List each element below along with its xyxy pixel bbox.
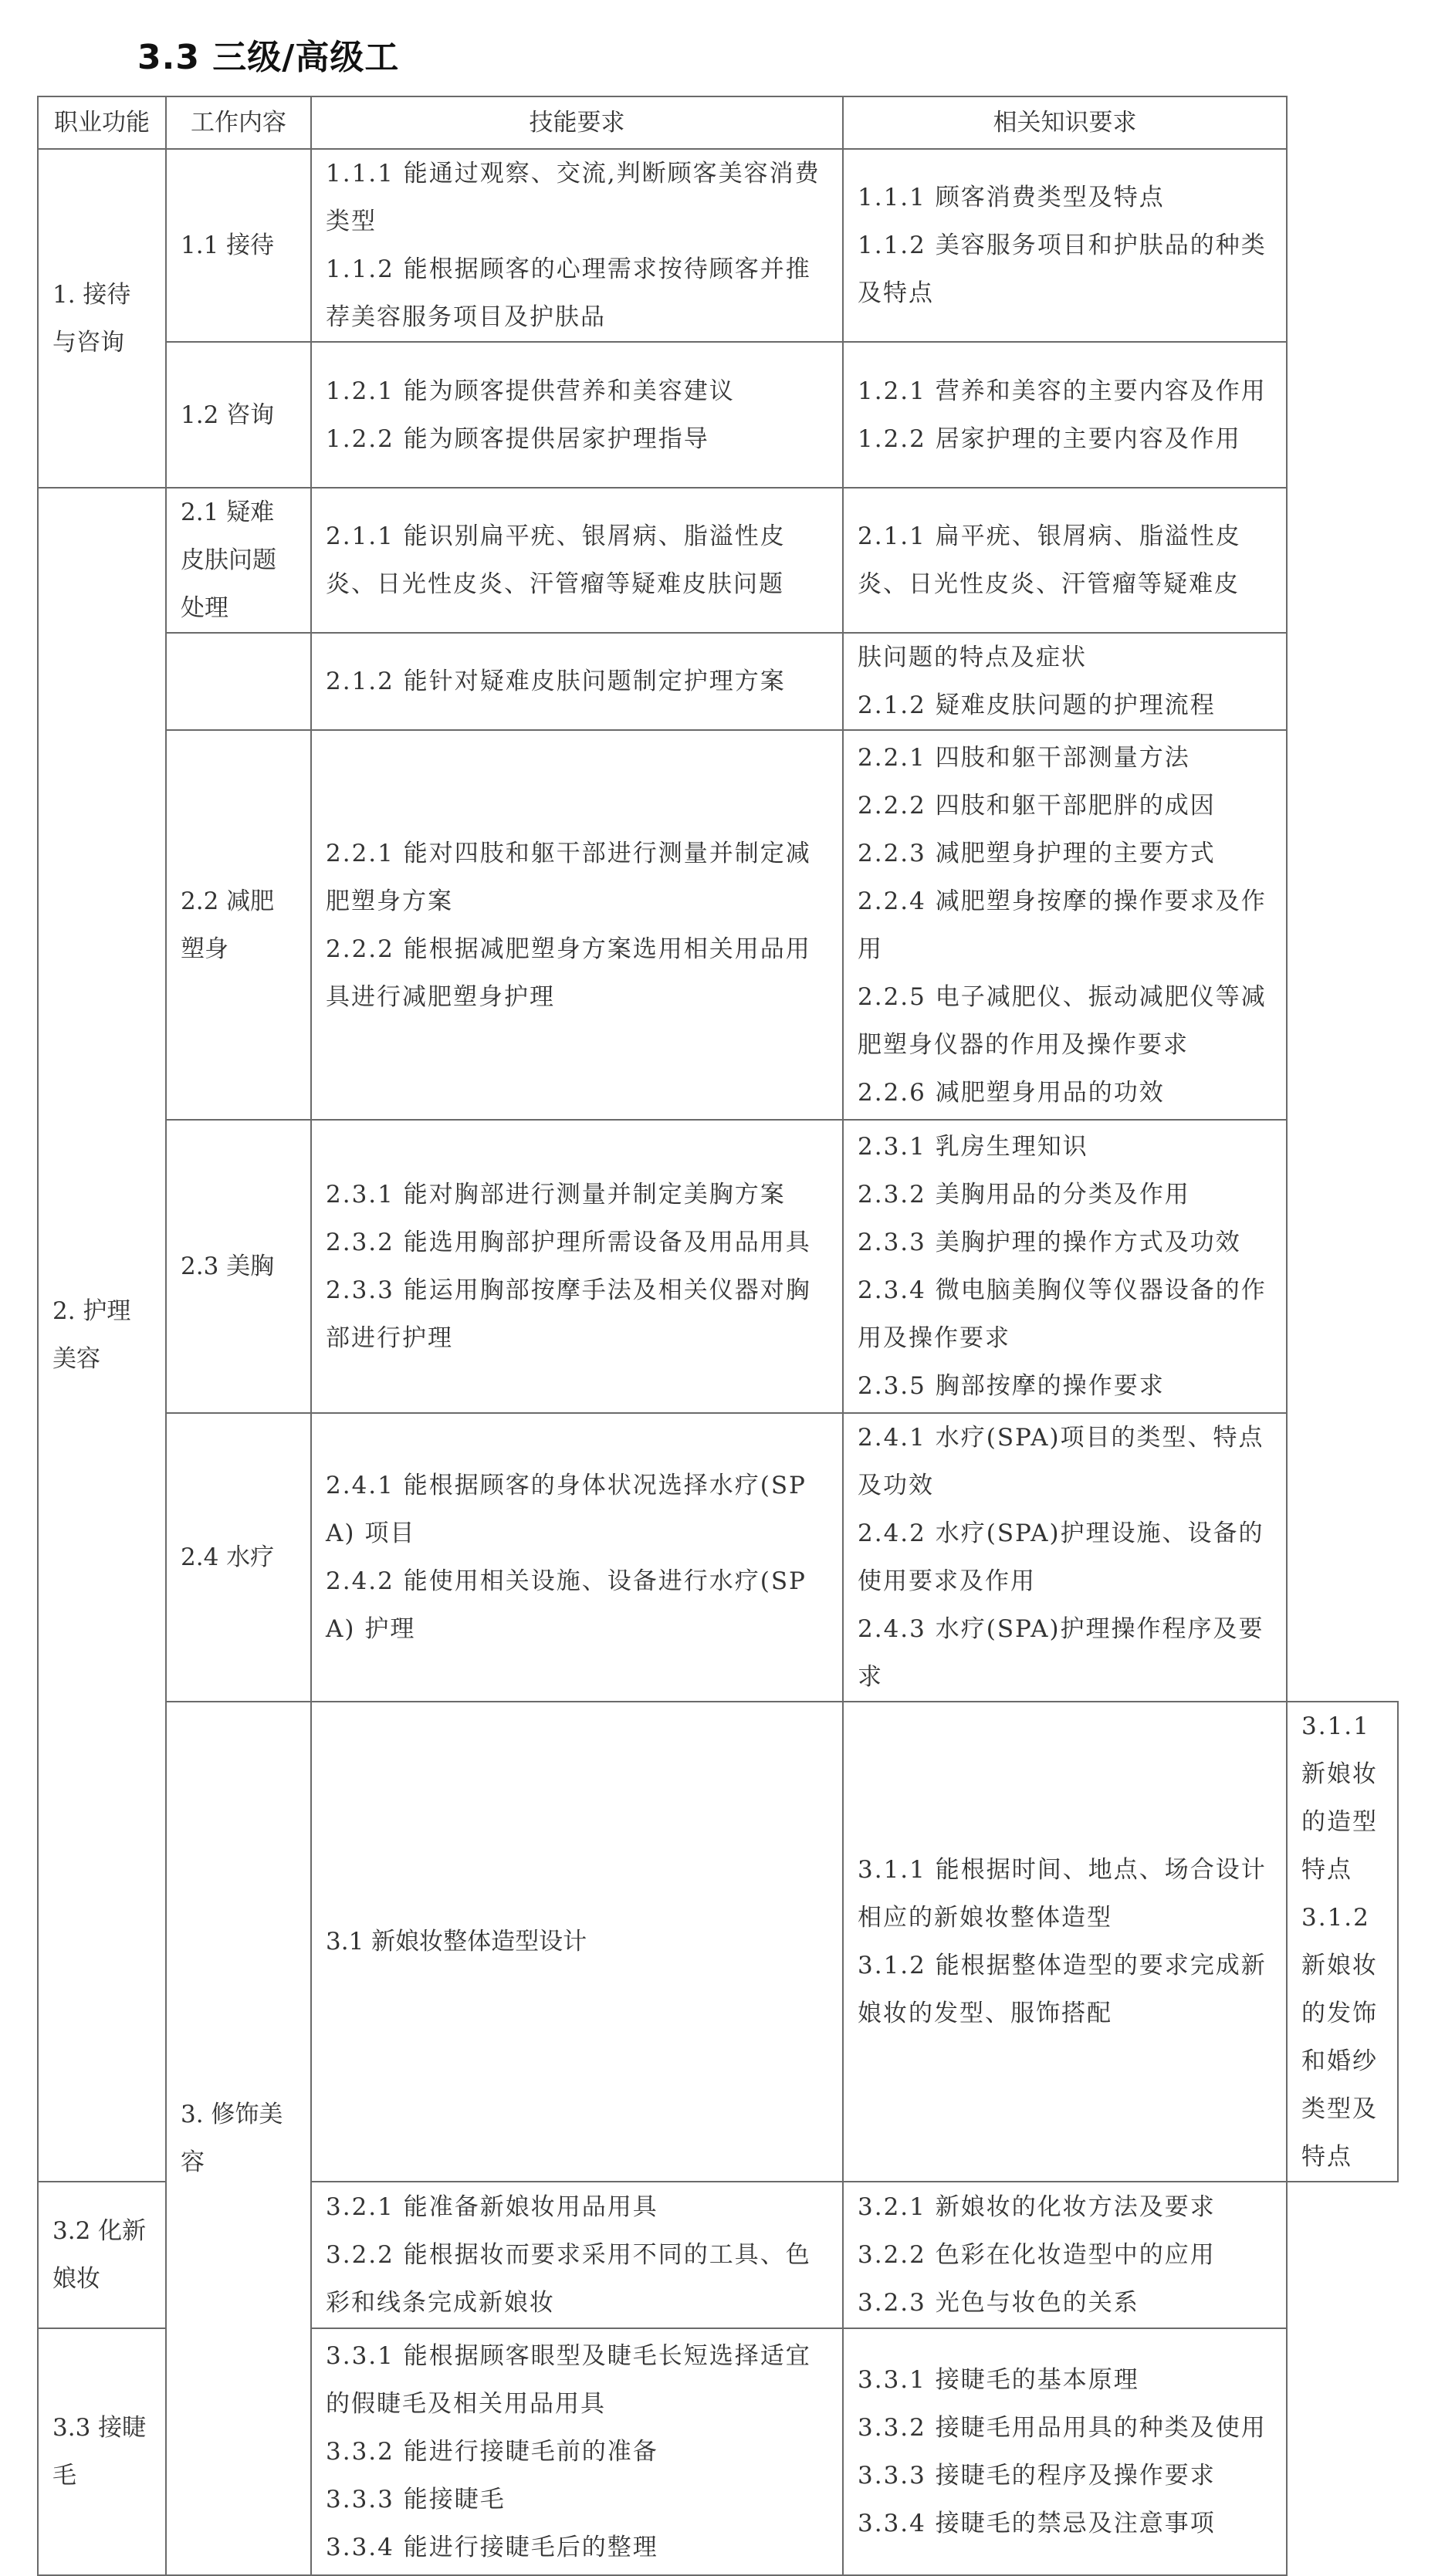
skills-cell [311,1413,843,1702]
knowledge-item: 2.3.3 美胸护理的操作方式及功效 [858,1229,1241,1256]
skill-item: 1.2.2 能为顾客提供居家护理指导 [326,424,709,453]
content-cell: 1.1 接待 [166,149,311,342]
skill-item: 2.4.2 能使用相关设施、设备进行水疗(SPA) 护理 [326,1567,807,1643]
skill-item: 3.2.1 能准备新娘妆用品用具 [326,2193,658,2221]
knowledge-cell [843,488,1287,633]
table-row [38,149,1398,342]
skill-item: 3.3.2 能进行接睫毛前的准备 [326,2438,658,2466]
skill-item: 3.3.3 能接睫毛 [326,2486,506,2513]
content-cell: 2.4 水疗 [166,1413,311,1702]
skill-item: 2.4.1 能根据顾客的身体状况选择水疗(SPA) 项目 [326,1472,807,1547]
content-cell: 3.3 接睫毛 [38,2328,166,2575]
knowledge-item: 2.2.4 减肥塑身按摩的操作要求及作用 [858,887,1267,963]
skills-cell [311,342,843,488]
knowledge-item: 2.3.4 微电脑美胸仪等仪器设备的作用及操作要求 [858,1276,1267,1352]
skills-cell [311,149,843,342]
header-function: 职业功能 [38,96,166,149]
header-skills: 技能要求 [311,96,843,149]
knowledge-item: 1.1.2 美容服务项目和护肤品的种类及特点 [858,232,1267,307]
skill-item: 3.3.1 能根据顾客眼型及睫毛长短选择适宜的假睫毛及相关用品用具 [326,2342,811,2418]
table-row [38,730,1398,1120]
table-row [38,342,1398,488]
knowledge-cell [843,342,1287,488]
skill-item: 1.1.2 能根据顾客的心理需求按待顾客并推荐美容服务项目及护肤品 [326,255,811,331]
skill-item: 3.2.2 能根据妆而要求采用不同的工具、色彩和线条完成新娘妆 [326,2241,811,2317]
skills-cell [311,2328,843,2575]
content-cell: 3.1 新娘妆整体造型设计 [311,1702,843,2182]
table-row [38,1702,1398,2182]
header-knowledge: 相关知识要求 [843,96,1287,149]
knowledge-item: 3.1.2 新娘妆的发饰和婚纱类型及特点 [1301,1904,1378,2171]
knowledge-item: 2.2.3 减肥塑身护理的主要方式 [858,839,1216,867]
content-cell [166,633,311,730]
skill-item: 1.2.1 能为顾客提供营养和美容建议 [326,377,735,405]
knowledge-item: 3.2.2 色彩在化妆造型中的应用 [858,2241,1216,2269]
knowledge-item: 3.2.1 新娘妆的化妆方法及要求 [858,2193,1216,2221]
knowledge-item: 2.4.1 水疗(SPA)项目的类型、特点及功效 [858,1424,1264,1499]
knowledge-item: 1.2.1 营养和美容的主要内容及作用 [858,377,1267,405]
skill-item: 2.3.2 能选用胸部护理所需设备及用品用具 [326,1229,811,1256]
knowledge-item: 2.2.1 四肢和躯干部测量方法 [858,743,1190,772]
table-row [38,1120,1398,1413]
knowledge-item: 2.3.5 胸部按摩的操作要求 [858,1372,1165,1400]
knowledge-item: 2.1.1 扁平疣、银屑病、脂溢性皮炎、日光性皮炎、汗管瘤等疑难皮 [858,522,1241,598]
skills-cell [311,730,843,1120]
content-cell: 2.1 疑难皮肤问题处理 [166,488,311,633]
knowledge-item: 3.3.3 接睫毛的程序及操作要求 [858,2462,1216,2490]
header-content: 工作内容 [166,96,311,149]
knowledge-item: 1.2.2 居家护理的主要内容及作用 [858,424,1241,453]
knowledge-item: 2.4.2 水疗(SPA)护理设施、设备的使用要求及作用 [858,1520,1264,1595]
knowledge-item: 2.3.2 美胸用品的分类及作用 [858,1181,1190,1209]
knowledge-item: 3.3.4 接睫毛的禁忌及注意事项 [858,2510,1216,2537]
section-title: 3.3 三级/高级工 [137,38,400,77]
knowledge-item: 2.1.2 疑难皮肤问题的护理流程 [858,691,1216,719]
table-header-row [38,96,1398,149]
knowledge-cell [843,730,1287,1120]
knowledge-cell [843,2182,1287,2328]
knowledge-item: 3.2.3 光色与妆色的关系 [858,2289,1139,2317]
skill-item: 2.1.2 能针对疑难皮肤问题制定护理方案 [326,668,786,695]
skill-item: 1.1.1 能通过观察、交流,判断顾客美容消费类型 [326,160,821,235]
knowledge-item: 2.2.5 电子减肥仪、振动减肥仪等减肥塑身仪器的作用及操作要求 [858,982,1267,1059]
function-cell: 1. 接待与咨询 [38,149,166,488]
knowledge-item: 2.2.6 减肥塑身用品的功效 [858,1078,1165,1107]
knowledge-cell [843,1120,1287,1413]
skill-item: 3.1.2 能根据整体造型的要求完成新娘妆的发型、服饰搭配 [858,1952,1267,2027]
skills-cell [311,488,843,633]
content-cell: 2.3 美胸 [166,1120,311,1413]
skills-cell [311,2182,843,2328]
content-cell: 3.2 化新娘妆 [38,2182,166,2328]
table-row [38,1413,1398,1702]
knowledge-item: 2.4.3 水疗(SPA)护理操作程序及要求 [858,1615,1264,1691]
knowledge-cell [843,149,1287,342]
knowledge-cell [843,1413,1287,1702]
skill-item: 2.3.3 能运用胸部按摩手法及相关仪器对胸部进行护理 [326,1276,811,1352]
function-cell: 3. 修饰美容 [166,1702,311,2575]
content-cell: 1.2 咨询 [166,342,311,488]
knowledge-cell [843,2328,1287,2575]
knowledge-item: 肤问题的特点及症状 [858,644,1087,671]
skill-item: 3.1.1 能根据时间、地点、场合设计相应的新娘妆整体造型 [858,1856,1267,1932]
function-cell: 2. 护理美容 [38,488,166,2182]
knowledge-item: 3.3.2 接睫毛用品用具的种类及使用 [858,2414,1267,2442]
skills-cell [311,633,843,730]
skill-item: 2.1.1 能识别扁平疣、银屑病、脂溢性皮炎、日光性皮炎、汗管瘤等疑难皮肤问题 [326,522,786,598]
table-row [38,488,1398,633]
skill-item: 2.3.1 能对胸部进行测量并制定美胸方案 [326,1181,786,1209]
skill-item: 2.2.1 能对四肢和躯干部进行测量并制定减肥塑身方案 [326,839,811,915]
knowledge-item: 2.3.1 乳房生理知识 [858,1133,1088,1161]
content-cell: 2.2 减肥塑身 [166,730,311,1120]
knowledge-cell [1287,1702,1398,2182]
knowledge-item: 1.1.1 顾客消费类型及特点 [858,184,1165,211]
knowledge-item: 3.3.1 接睫毛的基本原理 [858,2366,1139,2394]
skills-cell [311,1120,843,1413]
knowledge-cell [843,633,1287,730]
skill-standard-table [37,96,1399,2576]
skill-item: 3.3.4 能进行接睫毛后的整理 [326,2534,658,2561]
skills-cell [843,1702,1287,2182]
knowledge-item: 3.1.1 新娘妆的造型特点 [1301,1712,1378,1884]
table-row [38,633,1398,730]
skill-item: 2.2.2 能根据减肥塑身方案选用相关用品用具进行减肥塑身护理 [326,935,811,1011]
knowledge-item: 2.2.2 四肢和躯干部肥胖的成因 [858,791,1216,820]
